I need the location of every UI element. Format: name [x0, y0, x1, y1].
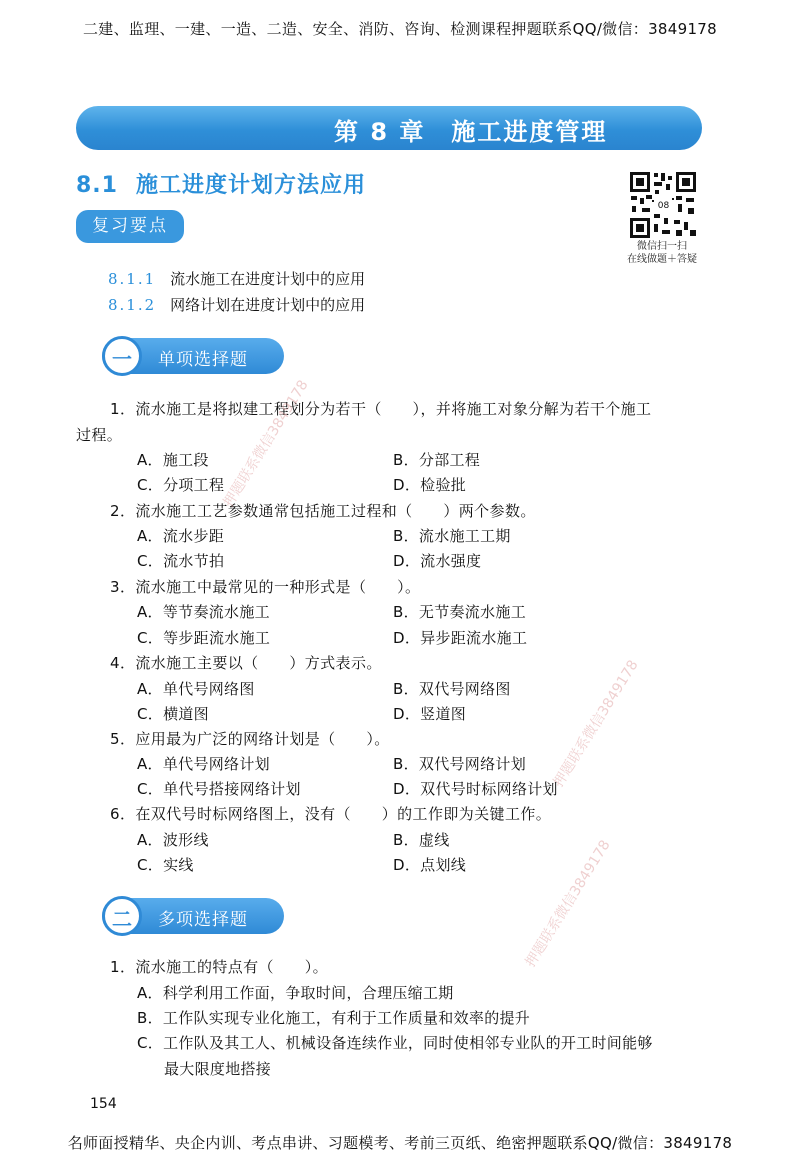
qr-code-label: 08: [657, 201, 670, 211]
section-heading: [76, 168, 366, 199]
option-c: C．流水节拍: [137, 552, 225, 570]
toc-item: [108, 268, 365, 289]
review-points-badge: 复习要点: [76, 210, 184, 243]
option-d: D．流水强度: [393, 552, 482, 570]
watermark: 押题联系微信3849178: [550, 657, 642, 791]
toc-item-text: 网络计划在进度计划中的应用: [170, 296, 366, 314]
option-d: D．异步距流水施工: [393, 629, 528, 647]
single-choice-section-header: [102, 338, 284, 374]
option-a: A．波形线: [137, 831, 209, 849]
option-c: C．横道图: [137, 705, 209, 723]
option-b: B．流水施工工期: [393, 527, 511, 545]
section-label: 多项选择题: [158, 910, 248, 930]
option-b: B．无节奏流水施工: [393, 603, 526, 621]
option-a: A．流水步距: [137, 527, 225, 545]
option-d: D．检验批: [393, 476, 467, 494]
option-a: A．施工段: [137, 451, 209, 469]
option-d: D．竖道图: [393, 705, 467, 723]
option-a: A．等节奏流水施工: [137, 603, 270, 621]
option-d: D．点划线: [393, 856, 467, 874]
question-stem: 3．流水施工中最常见的一种形式是（ ）。: [110, 578, 421, 596]
section-index: 二: [112, 907, 132, 931]
section-index-circle: [102, 336, 142, 376]
option-b: B．工作队实现专业化施工，有利于工作质量和效率的提升: [137, 1009, 531, 1027]
toc-item-number: 8.1.1: [108, 270, 157, 288]
section-number: 8.1: [76, 173, 118, 198]
question-stem: 4．流水施工主要以（ ）方式表示。: [110, 654, 382, 672]
option-c-continued: 最大限度地搭接: [164, 1060, 272, 1078]
option-b: B．双代号网络计划: [393, 755, 526, 773]
option-c: C．工作队及其工人、机械设备连续作业，同时使相邻专业队的开工时间能够: [137, 1034, 653, 1052]
option-a: A．单代号网络图: [137, 680, 255, 698]
chapter-banner: [76, 106, 702, 150]
question-stem-continued: 过程。: [76, 426, 123, 444]
page-number: 154: [90, 1096, 117, 1112]
option-a: A．单代号网络计划: [137, 755, 270, 773]
toc-item: [108, 294, 365, 315]
chapter-title: 第 8 章 施工进度管理: [334, 118, 608, 146]
question-stem: 5．应用最为广泛的网络计划是（ ）。: [110, 730, 390, 748]
question-stem: 2．流水施工工艺参数通常包括施工过程和（ ）两个参数。: [110, 502, 536, 520]
option-d: D．双代号时标网络计划: [393, 780, 558, 798]
qr-caption-line2: 在线做题＋答疑: [627, 254, 697, 265]
qr-caption-line1: 微信扫一扫: [637, 241, 687, 252]
multiple-choice-section-header: [102, 898, 284, 934]
option-b: B．分部工程: [393, 451, 481, 469]
qr-caption: [606, 240, 718, 266]
section-label: 单项选择题: [158, 350, 248, 370]
option-b: B．虚线: [393, 831, 450, 849]
qr-code-icon[interactable]: [628, 170, 698, 240]
watermark: 押题联系微信3849178: [220, 377, 312, 511]
option-c: C．单代号搭接网络计划: [137, 780, 301, 798]
section-index: 一: [112, 347, 132, 371]
option-c: C．实线: [137, 856, 194, 874]
option-b: B．双代号网络图: [393, 680, 511, 698]
question-stem: 1．流水施工的特点有（ ）。: [110, 958, 329, 976]
toc-item-text: 流水施工在进度计划中的应用: [170, 270, 366, 288]
question-stem: 6．在双代号时标网络图上，没有（ ）的工作即为关键工作。: [110, 805, 552, 823]
question-stem: 1．流水施工是将拟建工程划分为若干（ ），并将施工对象分解为若干个施工: [110, 400, 652, 418]
section-index-circle: [102, 896, 142, 936]
option-a: A．科学利用工作面，争取时间，合理压缩工期: [137, 984, 454, 1002]
option-c: C．等步距流水施工: [137, 629, 271, 647]
option-c: C．分项工程: [137, 476, 225, 494]
header-promo-text: 二建、监理、一建、一造、二造、安全、消防、咨询、检测课程押题联系QQ/微信：3849178: [83, 20, 717, 38]
section-title: 施工进度计划方法应用: [135, 173, 366, 198]
watermark: 押题联系微信3849178: [522, 837, 614, 971]
footer-promo-text: 名师面授精华、央企内训、考点串讲、习题模考、考前三页纸、绝密押题联系QQ/微信：3849178: [67, 1134, 733, 1152]
toc-item-number: 8.1.2: [108, 296, 157, 314]
